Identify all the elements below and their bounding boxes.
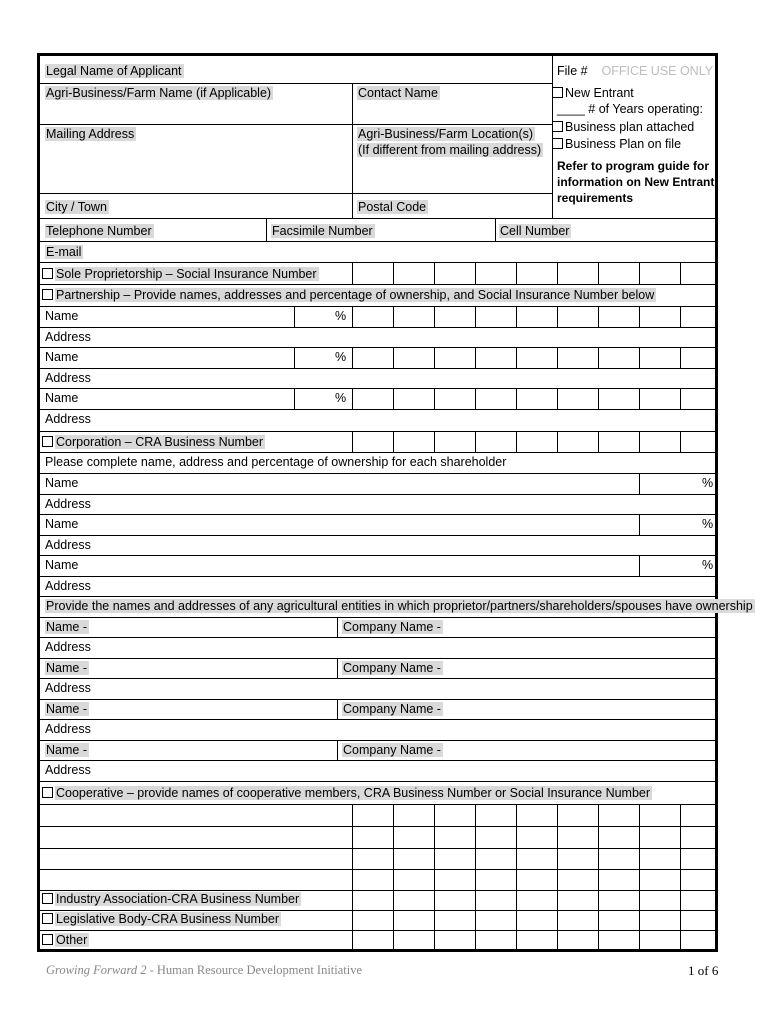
postal-code-label: Postal Code [358, 200, 427, 214]
grid-column-line [598, 804, 599, 930]
partner-name-label: Name [45, 350, 79, 364]
entity-address-label: Address [45, 681, 91, 695]
corporation-option[interactable]: Corporation – CRA Business Number [42, 435, 265, 450]
partner-percent-label: % [335, 350, 347, 364]
plan-attached-option[interactable]: Business plan attached [552, 120, 694, 135]
years-operating: ____ # of Years operating: [557, 102, 703, 116]
partner-address-label: Address [45, 412, 91, 426]
grid-column-line [516, 804, 517, 930]
other-option[interactable]: Other [42, 933, 89, 948]
refer-guide-line3: requirements [557, 191, 634, 205]
company-name-label: Company Name - [343, 702, 441, 716]
legislative-body-checkbox[interactable] [42, 913, 53, 924]
sole-proprietorship-option[interactable]: Sole Proprietorship – Social Insurance Number [42, 267, 319, 282]
partner-percent-label: % [335, 309, 347, 323]
grid-column-line [393, 262, 394, 284]
grid-column-line [352, 262, 353, 284]
fax-label: Facsimile Number [272, 224, 373, 238]
refer-guide-line1: Refer to program guide for [557, 159, 710, 173]
shareholder-percent-label: % [702, 517, 714, 531]
grid-column-line [393, 930, 394, 949]
grid-column-line [598, 930, 599, 949]
mailing-address-label: Mailing Address [46, 127, 135, 141]
grid-column-line [680, 306, 681, 327]
grid-column-line [516, 347, 517, 368]
company-name-label: Company Name - [343, 620, 441, 634]
grid-column-line [639, 804, 640, 930]
city-label: City / Town [46, 200, 107, 214]
grid-column-line [475, 347, 476, 368]
grid-column-line [393, 804, 394, 930]
grid-column-line [393, 388, 394, 409]
grid-column-line [434, 347, 435, 368]
plan-on-file-option[interactable]: Business Plan on file [552, 137, 681, 152]
entity-address-label: Address [45, 763, 91, 777]
shareholder-name-label: Name [45, 476, 79, 490]
refer-guide-line2: information on New Entrant [557, 175, 715, 189]
grid-column-line [516, 262, 517, 284]
grid-column-line [352, 306, 353, 327]
farm-location-note: (If different from mailing address) [358, 143, 542, 157]
file-number-label: File # OFFICE USE ONLY [557, 64, 714, 78]
grid-column-line [557, 388, 558, 409]
footer-program: Growing Forward 2 - Human Resource Development Initiative [46, 963, 363, 977]
grid-column-line [680, 804, 681, 930]
corporation-checkbox[interactable] [42, 436, 53, 447]
grid-column-line [516, 930, 517, 949]
grid-column-line [434, 431, 435, 452]
grid-column-line [557, 804, 558, 930]
partner-address-label: Address [45, 371, 91, 385]
office-use-only: OFFICE USE ONLY [601, 64, 714, 78]
grid-column-line [557, 347, 558, 368]
grid-column-line [352, 930, 353, 949]
grid-column-line [680, 388, 681, 409]
grid-column-line [598, 347, 599, 368]
entity-name-label: Name - [46, 661, 87, 675]
grid-column-line [352, 804, 353, 930]
grid-column-line [639, 431, 640, 452]
grid-column-line [516, 431, 517, 452]
partner-percent-label: % [335, 391, 347, 405]
cell-label: Cell Number [500, 224, 570, 238]
shareholder-percent-label: % [702, 558, 714, 572]
telephone-label: Telephone Number [46, 224, 152, 238]
application-form [37, 53, 753, 952]
shareholders-note: Please complete name, address and percentage of ownership for each shareholder [45, 455, 507, 469]
grid-column-line [639, 930, 640, 949]
grid-column-line [680, 347, 681, 368]
partner-name-label: Name [45, 391, 79, 405]
grid-column-line [475, 306, 476, 327]
company-name-label: Company Name - [343, 743, 441, 757]
plan-attached-checkbox[interactable] [552, 121, 563, 132]
email-label: E-mail [46, 245, 82, 259]
shareholder-address-label: Address [45, 538, 91, 552]
grid-column-line [639, 347, 640, 368]
page-number: 1 of 6 [688, 963, 719, 978]
industry-association-checkbox[interactable] [42, 893, 53, 904]
cooperative-checkbox[interactable] [42, 787, 53, 798]
grid-column-line [598, 306, 599, 327]
grid-column-line [393, 347, 394, 368]
new-entrant-option[interactable]: New Entrant [552, 86, 634, 101]
grid-column-line [393, 306, 394, 327]
new-entrant-checkbox[interactable] [552, 87, 563, 98]
grid-column-line [557, 930, 558, 949]
farm-name-label: Agri-Business/Farm Name (if Applicable) [46, 86, 272, 100]
shareholder-address-label: Address [45, 579, 91, 593]
grid-column-line [352, 388, 353, 409]
grid-column-line [557, 262, 558, 284]
industry-association-option[interactable]: Industry Association-CRA Business Number [42, 892, 301, 907]
legal-name-label: Legal Name of Applicant [46, 64, 182, 78]
grid-column-line [680, 431, 681, 452]
other-checkbox[interactable] [42, 934, 53, 945]
grid-column-line [516, 388, 517, 409]
shareholder-name-label: Name [45, 517, 79, 531]
grid-column-line [680, 262, 681, 284]
grid-column-line [434, 804, 435, 930]
partnership-checkbox[interactable] [42, 289, 53, 300]
partnership-option[interactable]: Partnership – Provide names, addresses and percentage of ownership, and Social Insurance Number below [42, 288, 656, 303]
company-name-label: Company Name - [343, 661, 441, 675]
shareholder-name-label: Name [45, 558, 79, 572]
shareholder-percent-label: % [702, 476, 714, 490]
shareholder-address-label: Address [45, 497, 91, 511]
entities-note: Provide the names and addresses of any agricultural entities in which proprietor/partners/shareholders/spouses have ownership [46, 599, 753, 613]
grid-column-line [434, 930, 435, 949]
grid-column-line [434, 306, 435, 327]
grid-column-line [393, 431, 394, 452]
entity-name-label: Name - [46, 702, 87, 716]
grid-column-line [598, 388, 599, 409]
grid-column-line [639, 388, 640, 409]
grid-column-line [434, 262, 435, 284]
grid-column-line [557, 306, 558, 327]
grid-column-line [352, 347, 353, 368]
grid-column-line [475, 262, 476, 284]
grid-column-line [475, 804, 476, 930]
entity-name-label: Name - [46, 620, 87, 634]
entity-address-label: Address [45, 640, 91, 654]
entity-address-label: Address [45, 722, 91, 736]
plan-on-file-checkbox[interactable] [552, 138, 563, 149]
contact-name-label: Contact Name [358, 86, 438, 100]
grid-column-line [598, 431, 599, 452]
grid-column-line [680, 930, 681, 949]
grid-column-line [639, 262, 640, 284]
grid-column-line [475, 930, 476, 949]
sole-proprietorship-checkbox[interactable] [42, 268, 53, 279]
grid-column-line [475, 388, 476, 409]
partner-address-label: Address [45, 330, 91, 344]
legislative-body-option[interactable]: Legislative Body-CRA Business Number [42, 912, 281, 927]
grid-column-line [516, 306, 517, 327]
grid-column-line [639, 306, 640, 327]
partner-name-label: Name [45, 309, 79, 323]
entity-name-label: Name - [46, 743, 87, 757]
grid-column-line [475, 431, 476, 452]
grid-column-line [434, 388, 435, 409]
grid-column-line [598, 262, 599, 284]
grid-column-line [352, 431, 353, 452]
grid-column-line [557, 431, 558, 452]
farm-location-label: Agri-Business/Farm Location(s) [358, 127, 534, 141]
cooperative-option[interactable]: Cooperative – provide names of cooperative members, CRA Business Number or Social Insurance Number [42, 786, 652, 801]
